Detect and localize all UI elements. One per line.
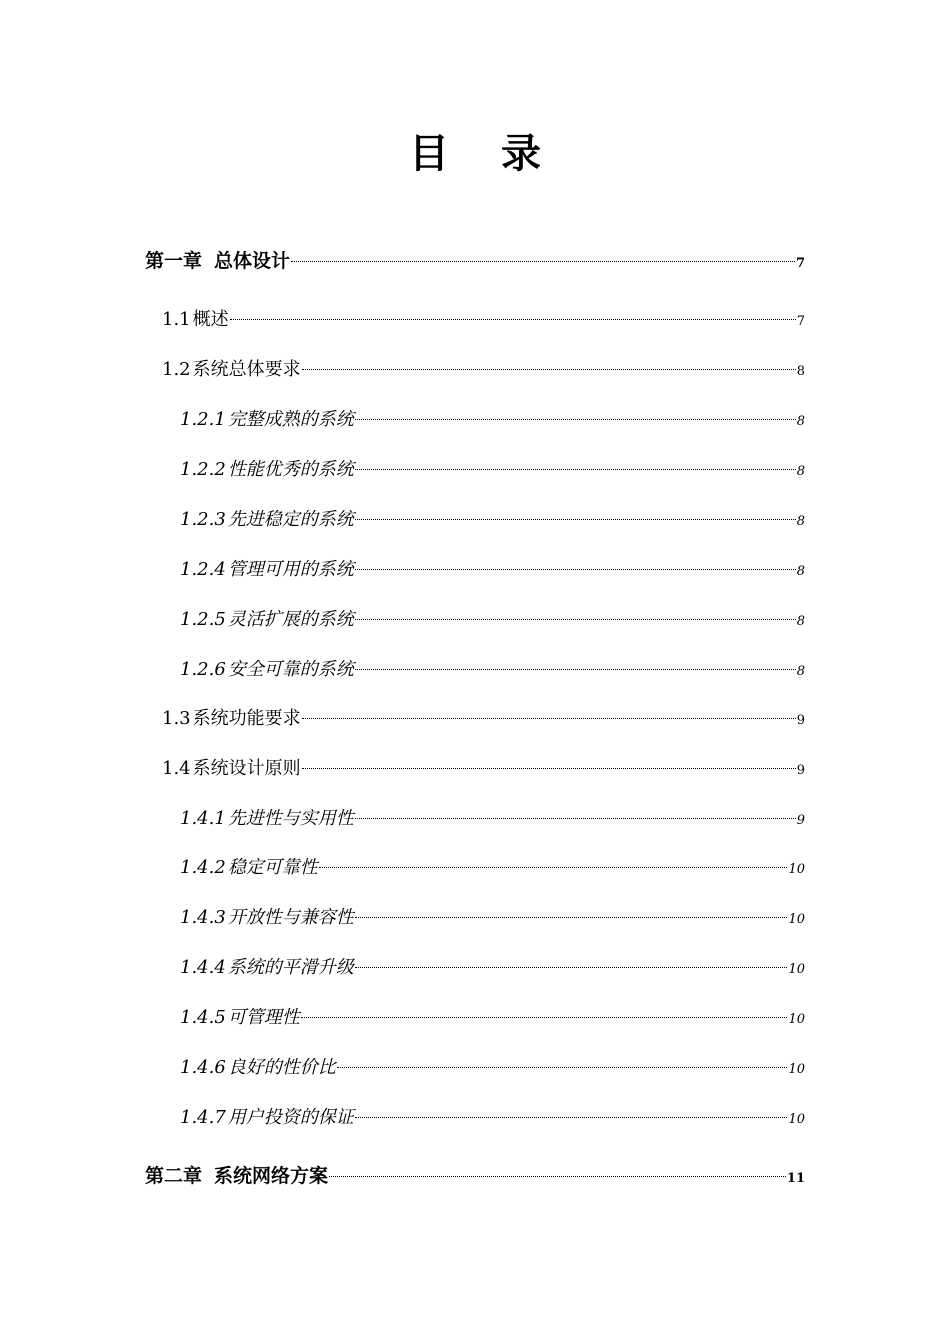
toc-entry-number: 第二章	[145, 1165, 203, 1187]
toc-entry[interactable]	[180, 1053, 805, 1083]
toc-page-number: 7	[796, 314, 805, 329]
toc-entry-number: 1.2.5	[180, 609, 226, 630]
toc-page-number: 8	[796, 614, 805, 629]
toc-entry-label	[162, 355, 301, 385]
toc-entry-label	[180, 605, 354, 635]
toc-entry-text: 安全可靠的系统	[227, 659, 354, 680]
toc-entry-number: 1.2	[162, 359, 191, 380]
toc-dot-leader	[355, 967, 788, 968]
toc-entry-text: 管理可用的系统	[227, 559, 354, 580]
toc-entry-label	[180, 1003, 300, 1033]
toc-entry-number: 1.2.1	[180, 409, 226, 430]
toc-entry[interactable]	[162, 754, 805, 784]
toc-entry-number: 1.2.6	[180, 659, 226, 680]
toc-entry[interactable]	[180, 455, 805, 485]
toc-entry[interactable]	[145, 246, 805, 276]
toc-entry-text: 总体设计	[214, 250, 291, 272]
toc-entry-number: 1.2.4	[180, 559, 226, 580]
toc-dot-leader	[319, 867, 788, 868]
toc-entry-number: 1.4.5	[180, 1007, 226, 1028]
toc-entry[interactable]	[180, 1003, 805, 1033]
toc-entry[interactable]	[180, 405, 805, 435]
toc-entry-number: 1.1	[162, 309, 191, 330]
toc-dot-leader	[302, 768, 796, 769]
toc-page-number: 10	[788, 1062, 805, 1077]
toc-dot-leader	[355, 1117, 788, 1118]
toc-page-number: 10	[788, 862, 805, 877]
toc-dot-leader	[291, 261, 795, 262]
toc-entry-number: 1.3	[162, 708, 191, 729]
toc-page-number: 9	[796, 713, 805, 728]
toc-entry-text: 系统网络方案	[214, 1165, 329, 1187]
toc-entry-label	[180, 1103, 354, 1133]
toc-entry-label	[180, 804, 354, 834]
toc-dot-leader	[302, 369, 796, 370]
toc-entry-text: 系统设计原则	[192, 758, 301, 779]
toc-entry-text: 概述	[192, 309, 229, 330]
toc-page-number: 9	[796, 813, 805, 828]
toc-entry[interactable]	[180, 605, 805, 635]
toc-entry[interactable]	[180, 655, 805, 685]
toc-entry[interactable]	[180, 505, 805, 535]
toc-title-char-1: 目	[409, 130, 449, 177]
toc-entry-label	[180, 655, 354, 685]
toc-entry[interactable]	[145, 1161, 805, 1191]
toc-dot-leader	[301, 1017, 788, 1018]
toc-dot-leader	[329, 1176, 786, 1177]
toc-entry-text: 开放性与兼容性	[227, 907, 354, 928]
toc-entry[interactable]	[162, 305, 805, 335]
toc-entry-label	[145, 246, 290, 276]
toc-entry[interactable]	[162, 355, 805, 385]
toc-entry-number: 1.4.2	[180, 857, 226, 878]
toc-entry-number: 第一章	[145, 250, 203, 272]
toc-entry-number: 1.4	[162, 758, 191, 779]
toc-entry-label	[180, 953, 354, 983]
toc-entry-label	[180, 555, 354, 585]
toc-dot-leader	[355, 669, 796, 670]
toc-dot-leader	[355, 619, 796, 620]
toc-page-number: 8	[796, 464, 805, 479]
toc-entry[interactable]	[180, 1103, 805, 1133]
toc-entry-text: 良好的性价比	[227, 1057, 336, 1078]
toc-entry-number: 1.4.4	[180, 957, 226, 978]
toc-entry-label	[180, 1053, 336, 1083]
toc-entry-label	[180, 455, 354, 485]
toc-entry-text: 系统总体要求	[192, 359, 301, 380]
toc-page-number: 10	[788, 1012, 805, 1027]
toc-dot-leader	[230, 319, 796, 320]
toc-dot-leader	[355, 818, 796, 819]
toc-page-number: 8	[796, 664, 805, 679]
toc-entry-text: 系统功能要求	[192, 708, 301, 729]
toc-entry-text: 用户投资的保证	[227, 1107, 354, 1128]
toc-entry[interactable]	[180, 804, 805, 834]
toc-dot-leader	[355, 917, 788, 918]
toc-entry-label	[162, 305, 229, 335]
toc-page-number: 9	[796, 763, 805, 778]
toc-page-number: 8	[796, 364, 805, 379]
toc-entry-number: 1.4.1	[180, 808, 226, 829]
toc-entry[interactable]	[180, 903, 805, 933]
toc-entry-text: 可管理性	[227, 1007, 300, 1028]
toc-entry-text: 灵活扩展的系统	[227, 609, 354, 630]
toc-page-number: 10	[788, 912, 805, 927]
toc-entry-text: 先进性与实用性	[227, 808, 354, 829]
toc-dot-leader	[355, 519, 796, 520]
toc-page-number: 10	[788, 1112, 805, 1127]
toc-entry-number: 1.4.3	[180, 907, 226, 928]
toc-entry-number: 1.4.6	[180, 1057, 226, 1078]
toc-entry-text: 稳定可靠性	[227, 857, 318, 878]
toc-dot-leader	[302, 718, 796, 719]
toc-page-number: 10	[788, 962, 805, 977]
toc-entry-number: 1.2.2	[180, 459, 226, 480]
toc-dot-leader	[355, 569, 796, 570]
toc-entry-text: 先进稳定的系统	[227, 509, 354, 530]
toc-dot-leader	[355, 469, 796, 470]
toc-entry-number: 1.4.7	[180, 1107, 226, 1128]
toc-entry[interactable]	[180, 853, 805, 883]
toc-dot-leader	[337, 1067, 788, 1068]
toc-title-char-2: 录	[501, 130, 541, 177]
toc-page-number: 8	[796, 514, 805, 529]
toc-entry-text: 完整成熟的系统	[227, 409, 354, 430]
toc-entry-label	[180, 853, 318, 883]
toc-entry[interactable]	[180, 953, 805, 983]
toc-entry-label	[180, 903, 354, 933]
toc-page-number: 8	[796, 414, 805, 429]
toc-entry[interactable]	[180, 555, 805, 585]
toc-entry-label	[162, 704, 301, 734]
toc-entry[interactable]	[162, 704, 805, 734]
toc-entry-label	[145, 1161, 328, 1191]
toc-entry-text: 性能优秀的系统	[227, 459, 354, 480]
toc-entry-text: 系统的平滑升级	[227, 957, 354, 978]
toc-page-number: 8	[796, 564, 805, 579]
toc-page-number: 11	[786, 1171, 805, 1186]
toc-entry-number: 1.2.3	[180, 509, 226, 530]
toc-entry-label	[180, 505, 354, 535]
toc-entry-label	[162, 754, 301, 784]
toc-page-number: 7	[795, 256, 805, 271]
toc-dot-leader	[355, 419, 796, 420]
toc-entry-label	[180, 405, 354, 435]
